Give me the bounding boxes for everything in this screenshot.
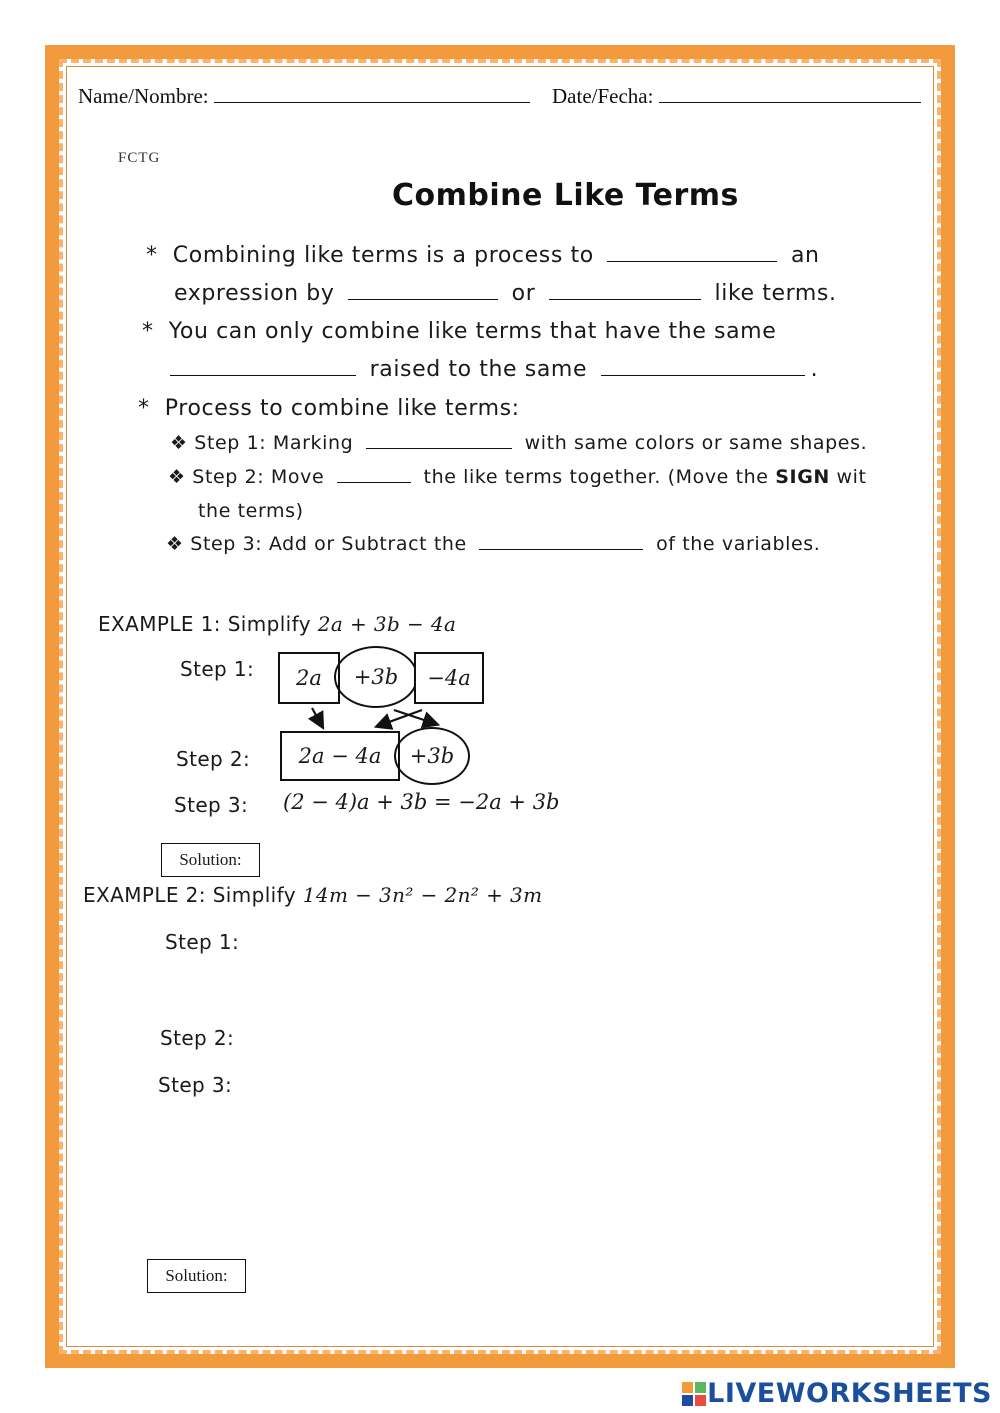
ex1-grouped-oval[interactable] [394, 727, 470, 785]
example-2-expression: 14m − 3n² − 2n² + 3m [302, 883, 543, 907]
step-2-text-b: the like terms together. (Move the [423, 466, 769, 488]
example-2-label: EXAMPLE 2: Simplify [83, 883, 296, 907]
ex1-grouped-box[interactable] [280, 731, 400, 781]
step-1-text-a: Step 1: Marking [194, 432, 354, 454]
ex1-term-3b-text: +3b [353, 665, 399, 689]
ex1-step-3-work: (2 − 4)a + 3b = −2a + 3b [283, 790, 560, 814]
step-1-text-b: with same colors or same shapes. [524, 432, 868, 454]
step-2-text-a: Step 2: Move [192, 466, 325, 488]
bullet-1-text-b: an [790, 243, 820, 268]
ex1-grouped-text: 2a − 4a [298, 744, 382, 768]
liveworksheets-logo [681, 1378, 992, 1409]
page-title: Combine Like Terms [392, 178, 739, 213]
liveworksheets-logo-icon [681, 1381, 707, 1407]
bullet-1-line-2 [174, 281, 837, 306]
process-step-2-cont: the terms) [198, 500, 304, 522]
example-2-heading [83, 883, 543, 907]
blank-move[interactable] [337, 481, 411, 483]
example-1-expression: 2a + 3b − 4a [317, 612, 457, 636]
bullet-1-line-1 [146, 243, 820, 268]
bullet-1-text-e: like terms. [714, 281, 837, 306]
example-1-heading [98, 612, 456, 636]
arrow-down-icon [312, 708, 322, 726]
name-label: Name/Nombre: [78, 84, 209, 108]
ex2-solution-label: Solution: [165, 1266, 228, 1285]
ex1-term-oval-3b[interactable] [334, 646, 418, 708]
ex1-solution-label: Solution: [179, 850, 242, 869]
liveworksheets-logo-text: LIVEWORKSHEETS [707, 1378, 992, 1409]
ex1-term-box-2a[interactable] [278, 652, 340, 704]
ex2-step-2-label: Step 2: [160, 1026, 235, 1050]
example-1-label: EXAMPLE 1: Simplify [98, 612, 311, 636]
step-3-text-b: of the variables. [656, 533, 821, 555]
process-step-2 [168, 466, 867, 488]
name-field-row [78, 84, 530, 109]
step-2-sign: SIGN [775, 466, 830, 488]
blank-power[interactable] [601, 374, 805, 376]
process-step-1 [170, 432, 867, 454]
ex1-term-4a-text: −4a [427, 666, 471, 690]
bullet-2-line-2 [170, 357, 818, 382]
diamond-bullet-icon: ❖ [166, 533, 191, 555]
date-label: Date/Fecha: [552, 84, 654, 108]
asterisk-icon: * [142, 319, 169, 344]
ex1-solution-box[interactable] [161, 843, 260, 877]
ex1-grouped-oval-text: +3b [409, 744, 455, 768]
bullet-3 [138, 396, 520, 421]
ex1-term-box-4a[interactable] [414, 652, 484, 704]
blank-variable[interactable] [170, 374, 356, 376]
bullet-2-text-a: You can only combine like terms that have the same [168, 319, 777, 344]
bullet-1-text-d: or [511, 281, 536, 306]
diamond-bullet-icon: ❖ [168, 466, 193, 488]
ex1-step-2-label: Step 2: [176, 747, 251, 771]
blank-subtracting[interactable] [549, 298, 701, 300]
step-2-text-c: wit [836, 466, 867, 488]
bullet-2-line-1 [142, 319, 776, 344]
bullet-3-text: Process to combine like terms: [164, 396, 520, 421]
process-step-3 [166, 533, 820, 555]
ex1-term-2a-text: 2a [296, 666, 322, 690]
step-3-text-a: Step 3: Add or Subtract the [190, 533, 467, 555]
blank-adding[interactable] [348, 298, 498, 300]
diamond-bullet-icon: ❖ [170, 432, 195, 454]
date-input-line[interactable] [659, 88, 921, 103]
asterisk-icon: * [138, 396, 165, 421]
period: . [810, 357, 819, 382]
ex1-step-1-label: Step 1: [180, 657, 255, 681]
blank-coefficients[interactable] [479, 548, 643, 550]
bullet-2-text-b: raised to the same [369, 357, 588, 382]
ex2-solution-box[interactable] [147, 1259, 246, 1293]
blank-like-terms[interactable] [366, 447, 512, 449]
asterisk-icon: * [146, 243, 173, 268]
bullet-1-text-a: Combining like terms is a process to [172, 243, 594, 268]
name-input-line[interactable] [214, 88, 530, 103]
date-field-row [552, 84, 921, 109]
ex2-step-1-label: Step 1: [165, 930, 240, 954]
ex1-step-3-label: Step 3: [174, 793, 249, 817]
ex2-step-3-label: Step 3: [158, 1073, 233, 1097]
bullet-1-text-c: expression by [174, 281, 335, 306]
blank-simplify[interactable] [607, 260, 777, 262]
corner-mark: FCTG [118, 150, 161, 166]
